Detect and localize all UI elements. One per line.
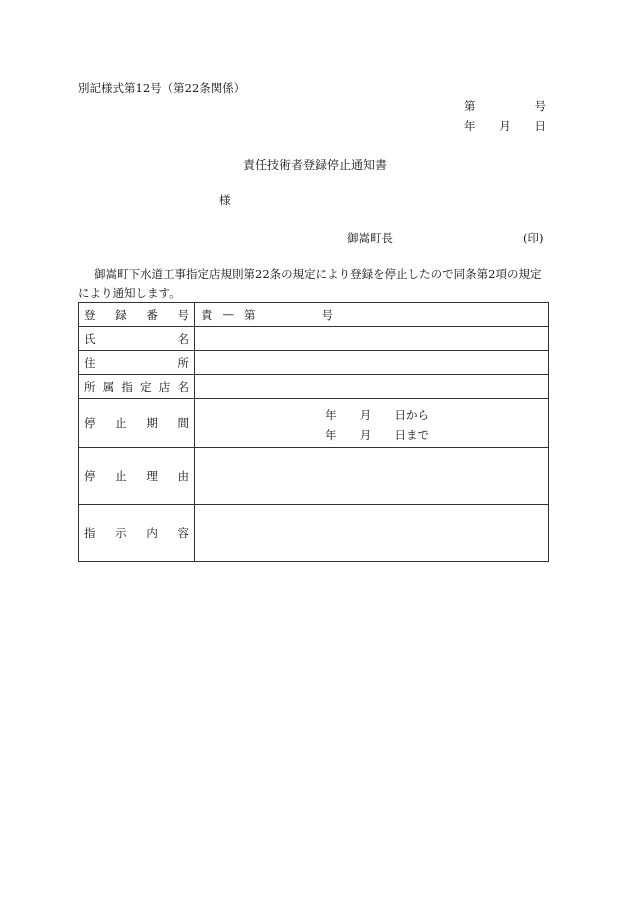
table-row-address bbox=[79, 351, 549, 375]
label-char: 期 bbox=[146, 416, 158, 430]
instruction-value[interactable] bbox=[195, 505, 549, 562]
label-char: 指 bbox=[121, 379, 133, 394]
label-char: 店 bbox=[158, 379, 171, 394]
label-char: 停 bbox=[84, 469, 96, 483]
table-row-registration-number bbox=[79, 303, 549, 327]
name-label bbox=[79, 327, 195, 351]
store-value[interactable] bbox=[195, 375, 549, 399]
registration-number-value[interactable] bbox=[195, 303, 549, 327]
period-to-month: 月 bbox=[359, 428, 372, 442]
label-char: 所 bbox=[84, 379, 96, 394]
period-value[interactable] bbox=[195, 399, 549, 448]
form-reference: 別記様式第12号（第22条関係） bbox=[78, 81, 246, 95]
label-char: 号 bbox=[177, 307, 189, 322]
store-label bbox=[79, 375, 195, 399]
label-char: 名 bbox=[177, 331, 189, 346]
seal-mark: (印) bbox=[523, 231, 544, 245]
body-line-1: 御嵩町下水道工事指定店規則第22条の規定により登録を停止したので同条第2項の規定 bbox=[94, 267, 542, 281]
label-char: 属 bbox=[102, 379, 115, 394]
label-char: 指 bbox=[84, 526, 96, 540]
period-to-day: 日まで bbox=[394, 428, 429, 442]
table-row-reason bbox=[79, 448, 549, 505]
label-char: 内 bbox=[146, 526, 158, 540]
period-from bbox=[325, 407, 429, 423]
document-number-line bbox=[464, 98, 546, 114]
reg-prefix: 責 bbox=[201, 307, 213, 322]
number-suffix: 号 bbox=[534, 99, 546, 113]
label-char: 由 bbox=[177, 469, 189, 483]
period-from-year: 年 bbox=[325, 408, 337, 422]
date-month: 月 bbox=[499, 119, 511, 133]
date-year: 年 bbox=[464, 119, 476, 133]
label-char: 止 bbox=[115, 469, 127, 483]
registration-number-label bbox=[79, 303, 195, 327]
period-to-year: 年 bbox=[325, 428, 337, 442]
body-text bbox=[78, 265, 550, 303]
label-char: 理 bbox=[146, 469, 158, 483]
notice-table bbox=[78, 302, 549, 562]
label-char: 所 bbox=[177, 355, 189, 370]
label-char: 録 bbox=[115, 307, 127, 322]
date-day: 日 bbox=[534, 119, 546, 133]
label-char: 住 bbox=[84, 355, 96, 370]
reason-value[interactable] bbox=[195, 448, 549, 505]
period-label bbox=[79, 399, 195, 448]
period-to bbox=[325, 427, 429, 443]
number-prefix: 第 bbox=[464, 99, 476, 113]
instruction-label bbox=[79, 505, 195, 562]
label-char: 示 bbox=[115, 526, 127, 540]
label-char: 容 bbox=[177, 526, 189, 540]
label-char: 止 bbox=[115, 416, 127, 430]
reg-number-suffix: 号 bbox=[321, 307, 333, 322]
table-row-name bbox=[79, 327, 549, 351]
table-row-store bbox=[79, 375, 549, 399]
reg-dash: — bbox=[222, 306, 234, 321]
label-char: 登 bbox=[84, 307, 96, 322]
label-char: 間 bbox=[177, 416, 189, 430]
document-title: 責任技術者登録停止通知書 bbox=[242, 158, 387, 172]
address-label bbox=[79, 351, 195, 375]
period-from-day: 日から bbox=[394, 408, 429, 422]
addressee-suffix: 様 bbox=[219, 193, 231, 207]
label-char: 停 bbox=[84, 416, 96, 430]
label-char: 番 bbox=[146, 307, 158, 322]
reason-label bbox=[79, 448, 195, 505]
name-value[interactable] bbox=[195, 327, 549, 351]
label-char: 氏 bbox=[84, 331, 96, 346]
body-line-2: により通知します。 bbox=[78, 286, 181, 300]
period-from-month: 月 bbox=[359, 408, 372, 422]
sender-name: 御嵩町長 bbox=[347, 231, 393, 245]
address-value[interactable] bbox=[195, 351, 549, 375]
label-char: 定 bbox=[140, 379, 152, 394]
label-char: 名 bbox=[177, 379, 189, 394]
table-row-instruction bbox=[79, 505, 549, 562]
reg-number-prefix: 第 bbox=[244, 307, 256, 322]
document-date-line bbox=[464, 118, 546, 134]
table-row-period bbox=[79, 399, 549, 448]
